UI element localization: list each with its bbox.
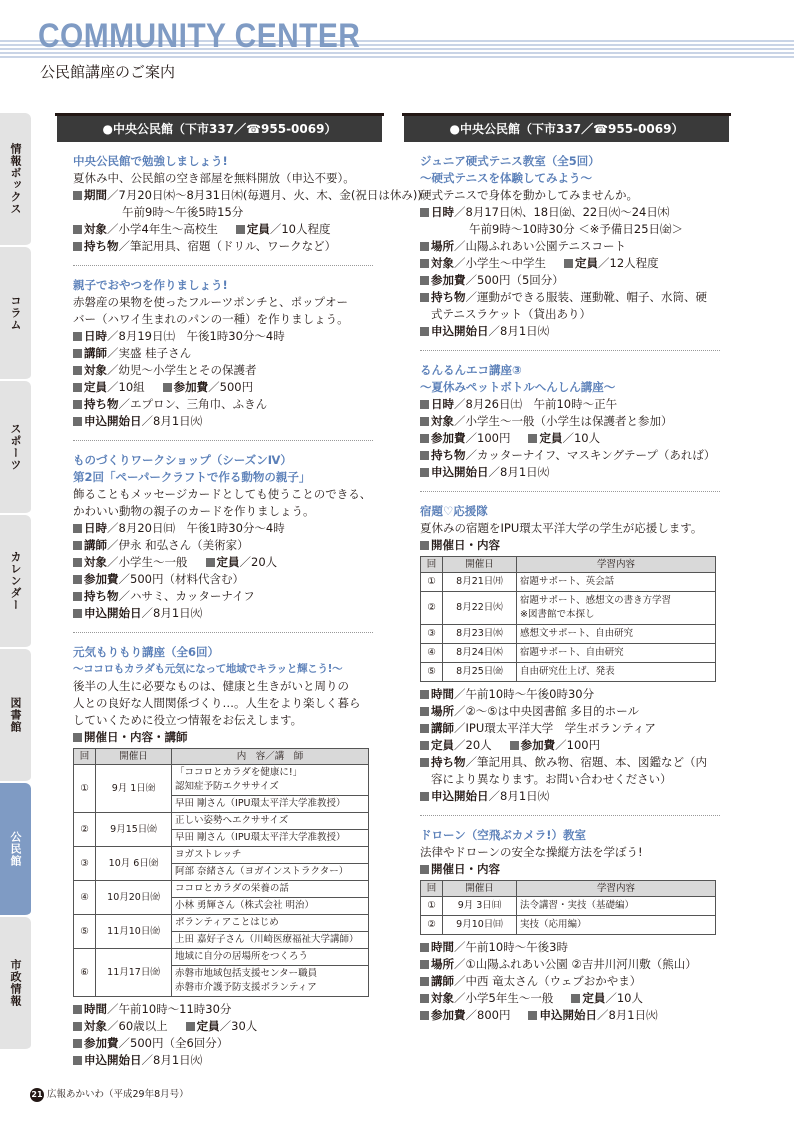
- schedule-table: [420, 556, 716, 682]
- section-drone: ドローン（空飛ぶカメラ!）教室 法律やドローンの安全な操縦方法を学ぼう! 開催日・内容 回 開催日 学習内容 ① 9月 3日㈰ 法令講習・実技（基礎編） ② 9月10日㈰ 実技（応用編） 時間／午前10時～午後3時 場所／①山陽ふれあい公園 ②吉井川河川敷（熊山） 講師／中西 竜太さん（ウェブおかやま） 対象／小学5年生～一般 定員／10人 参加費／800円 申込開始日／8月1日㈫: [420, 827, 729, 1024]
- divider: [73, 265, 373, 266]
- schedule-table: [73, 748, 369, 997]
- section-subtitle: 第2回「ペーパークラフトで作る動物の親子」: [73, 470, 311, 484]
- table-row: ④ 8月24日㈭ 宿題サポート、自由研究: [421, 644, 716, 663]
- section-title: るんるんエコ講座③: [420, 363, 522, 377]
- table-header: 回: [74, 749, 96, 765]
- table-row: ① 9月 1日㈮ 「ココロとカラダを健康に!」 認知症予防エクササイズ 早田 剛さん（IPU環太平洋大学准教授）: [74, 765, 369, 813]
- tab-label: コラム: [9, 295, 22, 331]
- section-title: ドローン（空飛ぶカメラ!）教室: [420, 828, 587, 842]
- tab-3[interactable]: [0, 515, 31, 649]
- table-row: ① 9月 3日㈰ 法令講習・実技（基礎編）: [421, 897, 716, 916]
- section-subtitle: ～硬式テニスを体験してみよう～: [420, 171, 593, 185]
- tab-6[interactable]: [0, 917, 31, 1051]
- section-title: 元気もりもり講座（全6回）: [73, 645, 220, 659]
- section-subtitle: ～ココロもカラダも元気になって地域でキラッと輝こう!～: [73, 663, 343, 675]
- table-header: 回: [421, 881, 443, 897]
- table-header: 内 容／講 師: [172, 749, 369, 765]
- publication-name: 広報あかいわ（平成29年8月号）: [47, 1089, 189, 1100]
- divider: [420, 815, 720, 816]
- section-genki: 元気もりもり講座（全6回） ～ココロもカラダも元気になって地域でキラッと輝こう!～ 後半の人生に必要なものは、健康と生きがいと周りの 人との良好な人間関係づくり…。人生をより楽しく暮ら していくために役立つ情報をお伝えします。 開催日・内容・講師 回 開催日 内 容／講 師 ① 9月 1日㈮ 「ココロとカラダを健康に!」 認知症予防エクササイズ 早田 剛さん（IPU環太平洋大学准教授） ② 9月15日㈮ 正しい姿勢へエクササイズ 早田 剛さん（IPU環太平洋大学准教授） ③ 10月 6日㈮ ヨガストレッチ 阿部 奈緒さん（ヨガインストラクター） ④ 10月20日㈮ ココロとカラダの栄養の話 小林 勇輝さん（株式会社 明治） ⑤ 11月10日㈮ ボランティアことはじめ 上田 嘉好子さん（川崎医療福祉大学講師） ⑥ 11月17日㈮ 地域に自分の居場所をつくろう 赤磐市地域包括支援センター職員 赤磐市介護予防支援ボランティア 時間／午前10時～11時30分 対象／60歳以上 定員／30人 参加費／500円（全6回分） 申込開始日／8月1日㈫: [73, 644, 382, 1069]
- table-row: ③ 8月23日㈬ 感想文サポート、自由研究: [421, 625, 716, 644]
- table-header: 開催日: [443, 557, 517, 573]
- tab-4[interactable]: [0, 649, 31, 783]
- section-workshop: ものづくりワークショップ（シーズンⅣ） 第2回「ペーパークラフトで作る動物の親子」 飾ることもメッセージカードとしても使うことのできる、 かわいい動物の親子のカードを作りましょう。 日時／8月20日㈰ 午後1時30分～4時 講師／伊永 和弘さん（美術家） 対象／小学生～一般 定員／20人 参加費／500円（材料代含む） 持ち物／ハサミ、カッターナイフ 申込開始日／8月1日㈫: [73, 452, 382, 622]
- section-study-room: 中央公民館で勉強しましょう! 夏休み中、公民館の空き部屋を無料開放（申込不要）。 期間／7月20日㈭～8月31日㈭(毎週月、火、木、金(祝日は休み)) 午前9時～午後5時15分 対象／小学4年生～高校生 定員／10人程度 持ち物／筆記用具、宿題（ドリル、ワークなど）: [73, 154, 422, 253]
- column-header: ●中央公民館（下市337／☎955-0069）: [57, 116, 382, 142]
- schedule-table: [420, 880, 716, 935]
- table-row: ② 8月22日㈫ 宿題サポート、感想文の書き方学習 ※図書館で本探し: [421, 592, 716, 625]
- tab-label: 市政情報: [9, 959, 22, 1007]
- divider: [420, 491, 720, 492]
- section-eco: るんるんエコ講座③ ～夏休みペットボトルへんしん講座～ 日時／8月26日㈯ 午前10時～正午 対象／小学生～一般（小学生は保護者と参加） 参加費／100円 定員／10人 持ち物／カッターナイフ、マスキングテープ（あれば） 申込開始日／8月1日㈫: [420, 362, 729, 481]
- tab-label: 図書館: [9, 697, 22, 733]
- table-row: ① 8月21日㈪ 宿題サポート、英会話: [421, 573, 716, 592]
- section-oyatsu: 親子でおやつを作りましょう! 赤磐産の果物を使ったフルーツポンチと、ポップオー バー（ハワイ生まれのパンの一種）を作りましょう。 日時／8月19日㈯ 午後1時30分～4時 講師／実盛 桂子さん 対象／幼児～小学生とその保護者 定員／10組 参加費／500円 持ち物／エプロン、三角巾、ふきん 申込開始日／8月1日㈫: [73, 277, 382, 430]
- tab-2[interactable]: [0, 381, 31, 515]
- section-title: 宿題♡応援隊: [420, 504, 488, 518]
- tab-label: 公民館: [9, 831, 22, 867]
- tab-0[interactable]: [0, 113, 31, 247]
- table-header: 学習内容: [517, 881, 716, 897]
- page-title: COMMUNITY CENTER: [38, 17, 361, 55]
- right-column: [404, 113, 729, 1024]
- table-row: ④ 10月20日㈮ ココロとカラダの栄養の話 小林 勇輝さん（株式会社 明治）: [74, 881, 369, 915]
- left-column: [57, 113, 422, 1069]
- page-subtitle: 公民館講座のご案内: [40, 63, 176, 81]
- tab-label: カレンダー: [9, 551, 22, 611]
- table-header: 回: [421, 557, 443, 573]
- tab-label: スポーツ: [9, 423, 22, 471]
- section-title: ものづくりワークショップ（シーズンⅣ）: [73, 453, 292, 467]
- table-row: ② 9月10日㈰ 実技（応用編）: [421, 916, 716, 935]
- table-row: ② 9月15日㈮ 正しい姿勢へエクササイズ 早田 剛さん（IPU環太平洋大学准教授）: [74, 813, 369, 847]
- table-header: 開催日: [96, 749, 172, 765]
- table-row: ③ 10月 6日㈮ ヨガストレッチ 阿部 奈緒さん（ヨガインストラクター）: [74, 847, 369, 881]
- section-title: 中央公民館で勉強しましょう!: [73, 154, 228, 168]
- tab-1[interactable]: [0, 247, 31, 381]
- table-header: 開催日: [443, 881, 517, 897]
- divider: [420, 350, 720, 351]
- page-number: 21: [30, 1088, 44, 1102]
- section-title: 親子でおやつを作りましょう!: [73, 278, 228, 292]
- section-subtitle: ～夏休みペットボトルへんしん講座～: [420, 380, 616, 394]
- section-homework: 宿題♡応援隊 夏休みの宿題をIPU環太平洋大学の学生が応援します。 開催日・内容 回 開催日 学習内容 ① 8月21日㈪ 宿題サポート、英会話 ② 8月22日㈫ 宿題サポート、感想文の書き方学習 ※図書館で本探し ③ 8月23日㈬ 感想文サポート、自由研究 ④ 8月24日㈭ 宿題サポート、自由研究 ⑤ 8月25日㈮ 自由研究仕上げ、発表 時間／午前10時～午後0時30分 場所／②～⑤は中央図書館 多目的ホール 講師／IPU環太平洋大学 学生ボランティア 定員／20人 参加費／100円 持ち物／筆記用具、飲み物、宿題、本、図鑑など（内 容により異なります。お問い合わせください） 申込開始日／8月1日㈫: [420, 503, 729, 805]
- table-header: 学習内容: [517, 557, 716, 573]
- tab-label: 情報ボックス: [9, 143, 22, 215]
- column-header: ●中央公民館（下市337／☎955-0069）: [404, 116, 729, 142]
- section-title: ジュニア硬式テニス教室（全5回）: [420, 154, 600, 168]
- tab-5[interactable]: [0, 783, 31, 917]
- table-row: ⑤ 8月25日㈮ 自由研究仕上げ、発表: [421, 663, 716, 682]
- table-row: ⑥ 11月17日㈮ 地域に自分の居場所をつくろう 赤磐市地域包括支援センター職員 赤磐市介護予防支援ボランティア: [74, 949, 369, 997]
- divider: [73, 632, 373, 633]
- divider: [73, 440, 373, 441]
- page-footer: [30, 1086, 189, 1103]
- table-row: ⑤ 11月10日㈮ ボランティアことはじめ 上田 嘉好子さん（川崎医療福祉大学講師）: [74, 915, 369, 949]
- section-tennis: ジュニア硬式テニス教室（全5回） ～硬式テニスを体験してみよう～ 硬式テニスで身体を動かしてみませんか。 日時／8月17日㈭、18日㈮、22日㈫～24日㈭ 午前9時～10時30分 ＜※予備日25日㈮＞ 場所／山陽ふれあい公園テニスコート 対象／小学生～中学生 定員／12人程度 参加費／500円（5回分） 持ち物／運動ができる服装、運動靴、帽子、水筒、硬 式テニスラケット（貸出あり） 申込開始日／8月1日㈫: [420, 153, 729, 340]
